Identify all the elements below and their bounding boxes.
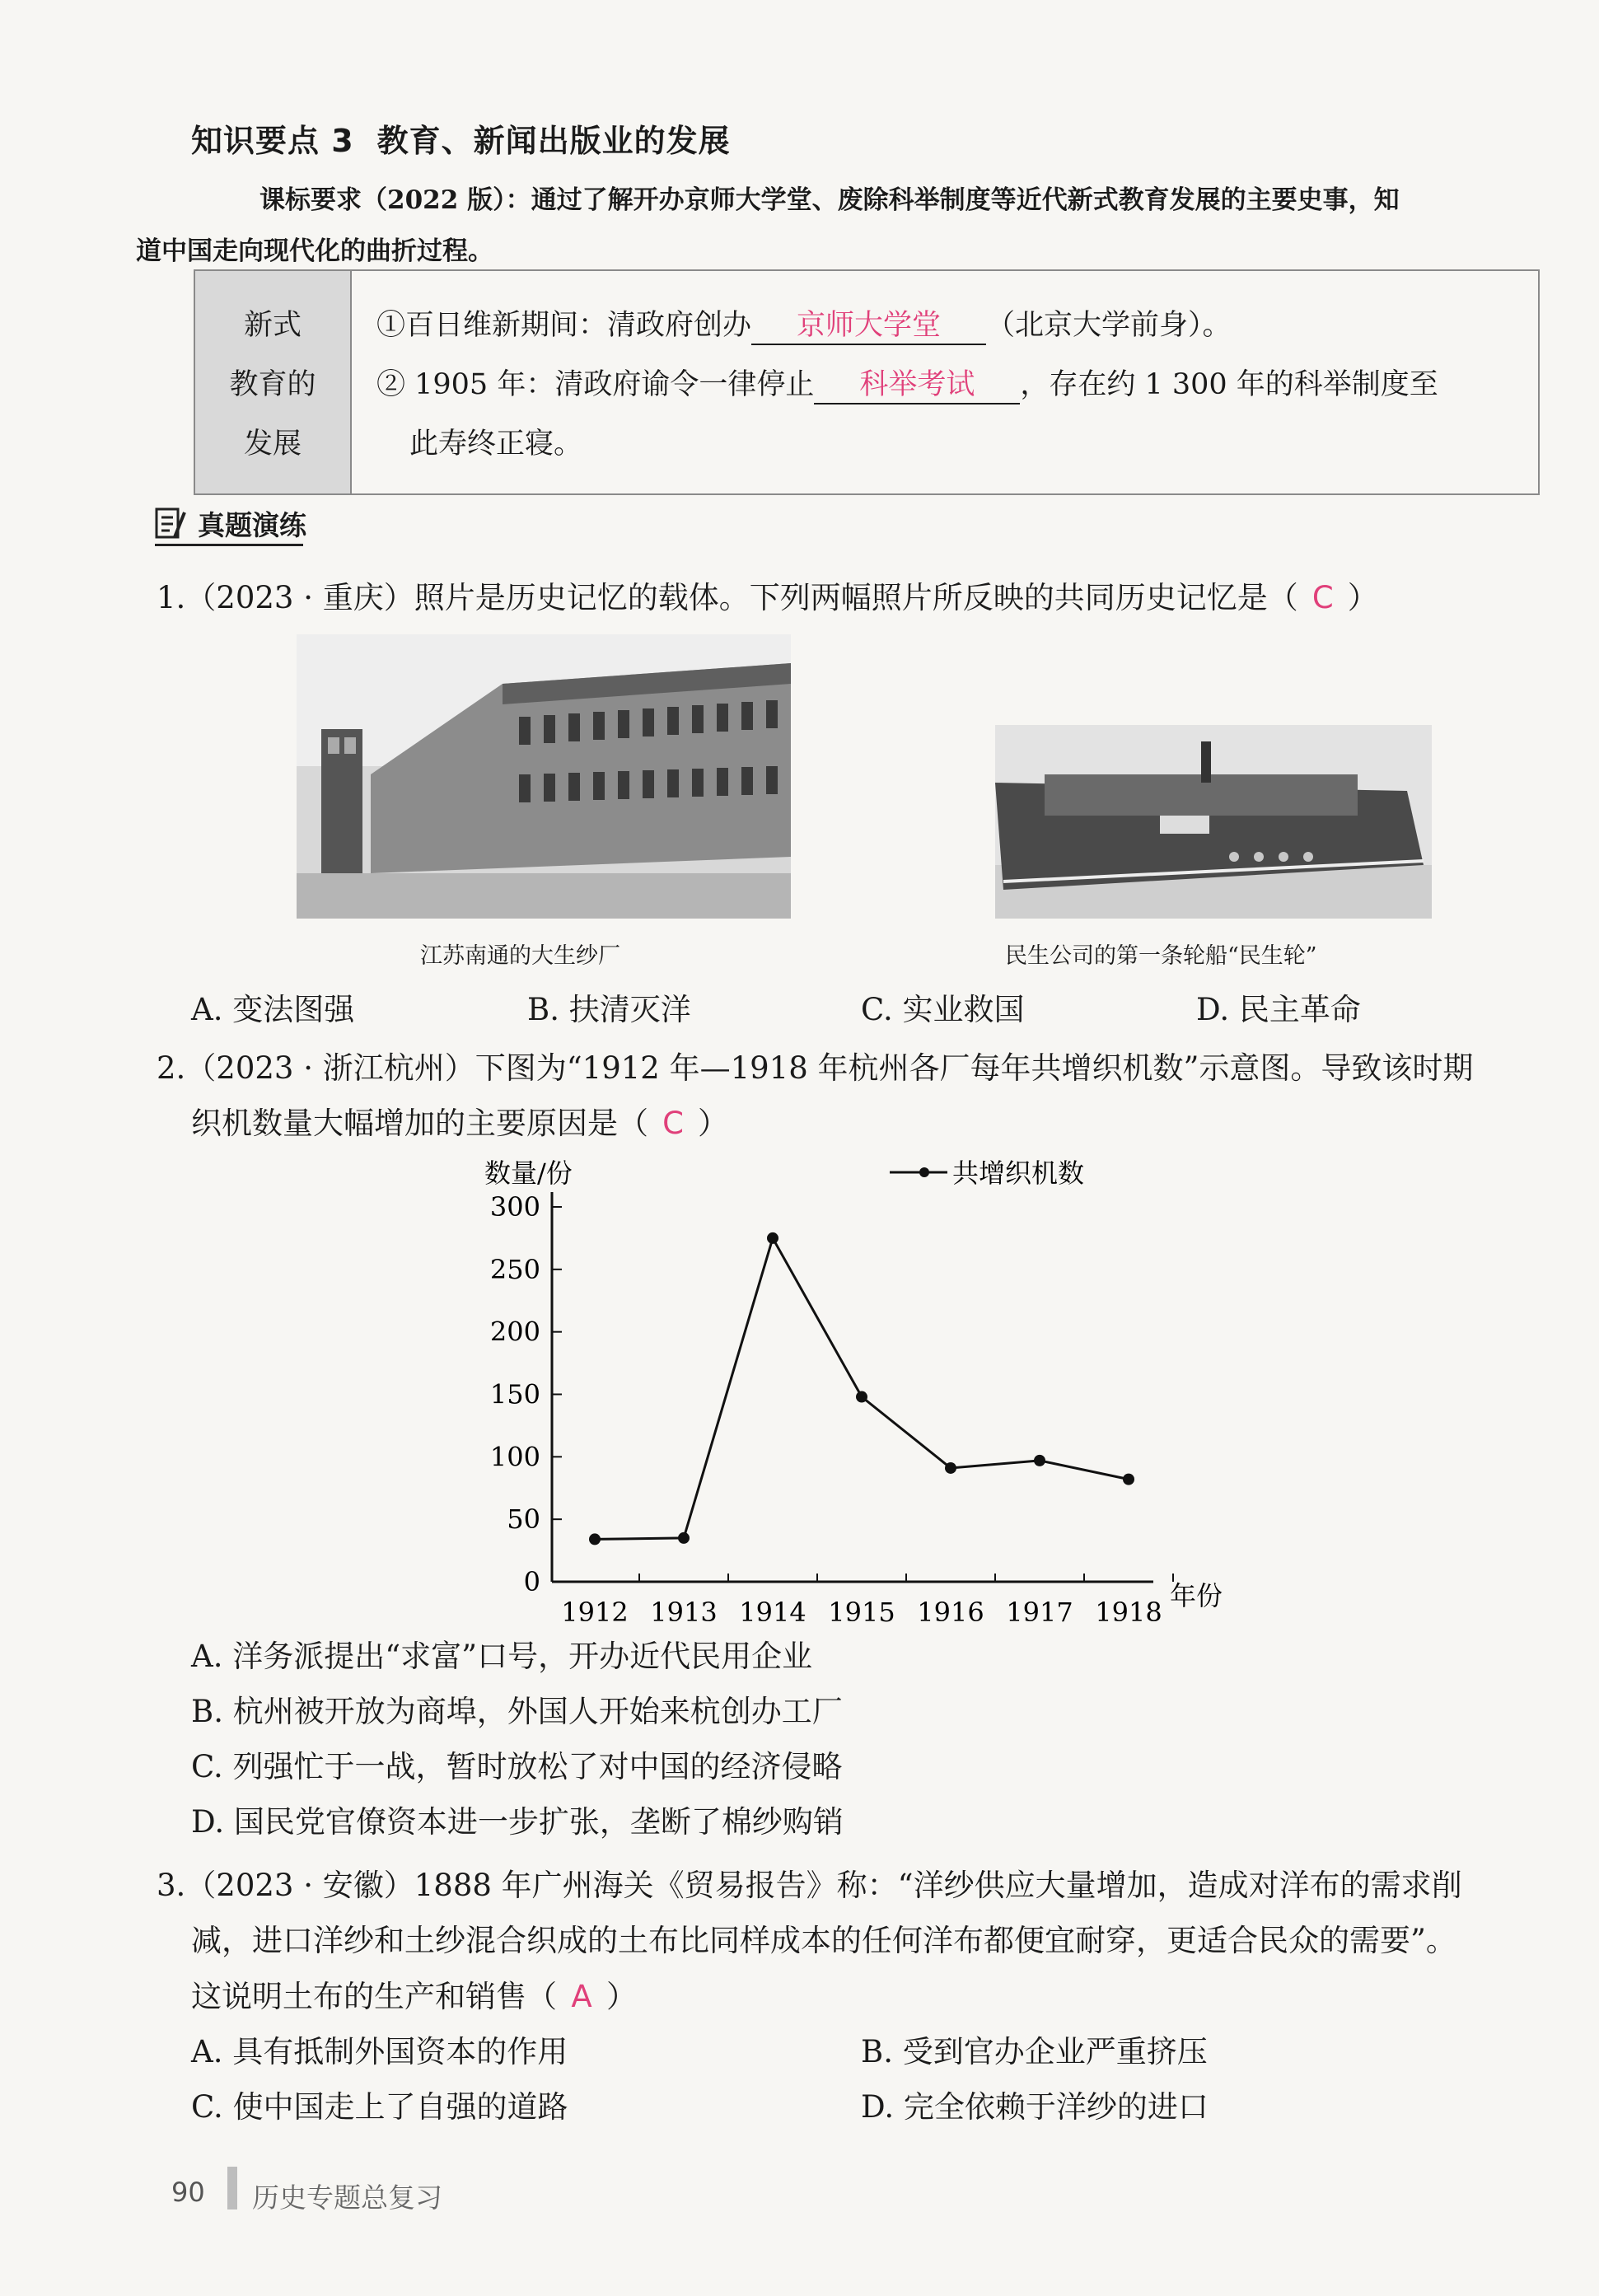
x-tick-label: 1912 xyxy=(561,1597,629,1628)
question-1-close: ） xyxy=(1347,580,1378,615)
data-point xyxy=(1123,1474,1134,1485)
box-item-2-text: ② 1905 年：清政府谕令一律停止 xyxy=(376,368,815,401)
question-2-text: 织机数量大幅增加的主要原因是（ xyxy=(191,1106,648,1141)
standard-line-2: 道中国走向现代化的曲折过程。 xyxy=(136,236,493,266)
y-tick-label: 50 xyxy=(507,1503,540,1536)
q1-option-b: B. 扶清灭洋 xyxy=(527,992,691,1027)
question-2-line-2 xyxy=(191,1098,728,1143)
q3-option-d: D. 完全依赖于洋纱的进口 xyxy=(861,2089,1209,2125)
box-item-1-text: ①百日维新期间：清政府创办 xyxy=(376,309,752,342)
x-tick-label: 1915 xyxy=(828,1597,895,1628)
series-line xyxy=(595,1238,1129,1540)
answer-blank-1: 京师大学堂 xyxy=(751,302,986,345)
legend-label: 共增织机数 xyxy=(952,1157,1085,1189)
x-tick-label: 1913 xyxy=(650,1597,718,1628)
q3-option-b: B. 受到官办企业严重挤压 xyxy=(861,2034,1208,2069)
box-item-1-post: （北京大学前身）。 xyxy=(986,309,1232,342)
y-tick-label: 100 xyxy=(489,1441,540,1473)
caption-left: 江苏南通的大生纱厂 xyxy=(420,943,620,969)
question-3-line-2: 减，进口洋纱和土纱混合织成的土布比同样成本的任何洋布都便宜耐穿，更适合民众的需要”。 xyxy=(191,1923,1456,1958)
box-item-1 xyxy=(376,302,1232,345)
photo-minsheng-ship xyxy=(995,725,1432,919)
question-3-line-1: 3.（2023 · 安徽）1888 年广州海关《贸易报告》称：“洋纱供应大量增加，造成对洋布的需求削 xyxy=(157,1868,1462,1903)
q2-option-a: A. 洋务派提出“求富”口号，开办近代民用企业 xyxy=(191,1639,813,1674)
footer-divider xyxy=(227,2167,237,2209)
curriculum-standard xyxy=(136,175,1528,277)
question-2-close: ） xyxy=(698,1106,728,1141)
question-3-text: 这说明土布的生产和销售（ xyxy=(191,1979,557,2014)
box-item-2-post: ，存在约 1 300 年的科举制度至 xyxy=(1020,368,1438,401)
y-tick-label: 150 xyxy=(489,1378,540,1410)
y-tick-label: 250 xyxy=(489,1253,540,1285)
question-3-line-3 xyxy=(191,1971,637,2016)
q1-option-d: D. 民主革命 xyxy=(1196,992,1361,1027)
data-point xyxy=(856,1391,867,1403)
box-category-line: 发展 xyxy=(243,428,302,461)
loom-chart xyxy=(461,1149,1269,1644)
standard-line-1: 课标要求（2022 版）：通过了解开办京师大学堂、废除科举制度等近代新式教育发展的主要史事，知 xyxy=(259,185,1400,215)
q1-option-a: A. 变法图强 xyxy=(191,992,355,1027)
knowledge-box xyxy=(194,269,1540,495)
data-point xyxy=(767,1232,778,1244)
q2-option-d: D. 国民党官僚资本进一步扩张，垄断了棉纱购销 xyxy=(191,1804,844,1840)
data-point xyxy=(589,1533,601,1545)
y-tick-label: 200 xyxy=(489,1316,540,1348)
x-tick-label: 1918 xyxy=(1095,1597,1162,1628)
section-title xyxy=(191,115,731,161)
question-1-text: 1.（2023 · 重庆）照片是历史记忆的载体。下列两幅照片所反映的共同历史记忆是（ xyxy=(157,580,1298,615)
q2-option-b: B. 杭州被开放为商埠，外国人开始来杭创办工厂 xyxy=(191,1694,843,1729)
answer-3: A xyxy=(571,1979,592,2014)
y-tick-label: 300 xyxy=(489,1191,540,1223)
chart-ylabel: 数量/份 xyxy=(484,1157,573,1189)
box-category-line: 新式 xyxy=(243,309,302,342)
answer-blank-2: 科举考试 xyxy=(814,362,1020,404)
x-tick-label: 1917 xyxy=(1006,1597,1073,1628)
pencil-notebook-icon xyxy=(155,506,188,542)
section-heading: 教育、新闻出版业的发展 xyxy=(376,123,731,159)
y-tick-label: 0 xyxy=(523,1566,540,1597)
page-number: 90 xyxy=(171,2177,205,2208)
practice-underline xyxy=(155,544,303,546)
answer-2: C xyxy=(662,1106,684,1141)
footer-title: 历史专题总复习 xyxy=(252,2181,442,2214)
box-category xyxy=(195,271,352,493)
question-1-stem xyxy=(157,573,1378,617)
q3-option-a: A. 具有抵制外国资本的作用 xyxy=(191,2034,568,2069)
data-point xyxy=(678,1532,690,1544)
section-label: 知识要点 3 xyxy=(191,123,354,159)
data-point xyxy=(945,1462,956,1474)
question-3-close: ） xyxy=(606,1979,637,2014)
x-tick-label: 1916 xyxy=(917,1597,984,1628)
caption-right: 民生公司的第一条轮船“民生轮” xyxy=(1005,943,1317,969)
x-tick-label: 1914 xyxy=(739,1597,807,1628)
q3-option-c: C. 使中国走上了自强的道路 xyxy=(191,2089,568,2125)
data-point xyxy=(1034,1455,1045,1466)
question-2-line-1: 2.（2023 · 浙江杭州）下图为“1912 年—1918 年杭州各厂每年共增织机数”示意图。导致该时期 xyxy=(157,1050,1474,1086)
box-category-line: 教育的 xyxy=(229,368,316,401)
box-item-2 xyxy=(376,362,1438,404)
q2-option-c: C. 列强忙于一战，暂时放松了对中国的经济侵略 xyxy=(191,1749,843,1784)
box-item-2-line2: 此寿终正寝。 xyxy=(409,428,583,461)
answer-1: C xyxy=(1311,580,1334,615)
chart-xlabel: 年份 xyxy=(1170,1580,1223,1611)
practice-title: 真题演练 xyxy=(198,509,306,541)
photo-dasheng-mill xyxy=(297,634,791,919)
q1-option-c: C. 实业救国 xyxy=(861,992,1025,1027)
